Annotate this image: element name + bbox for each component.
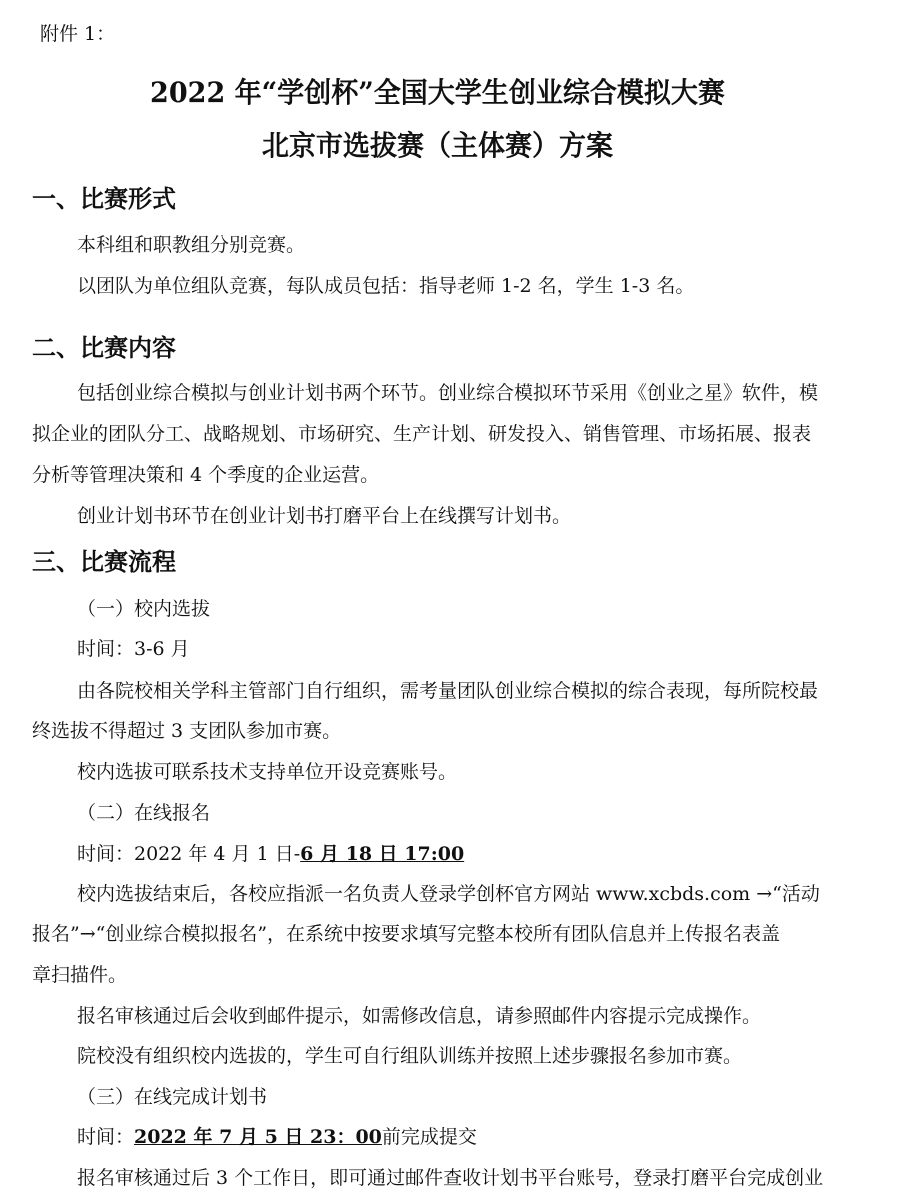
document-title-line1: 2022 年“学创杯”全国大学生创业综合模拟大赛 [150,76,725,109]
subsection1-time: 时间：3-6 月 [77,638,190,660]
plan-submission-deadline: 2022 年 7 月 5 日 23：00 [134,1126,382,1148]
section-heading-content: 二、比赛内容 [32,333,176,362]
section1-paragraph1: 本科组和职教组分别竞赛。 [77,234,306,256]
subsection2-paragraph3: 院校没有组织校内选拔的，学生可自行组队训练并按照上述步骤报名参加市赛。 [77,1045,743,1067]
subsection2-paragraph2: 报名审核通过后会收到邮件提示，如需修改信息，请参照邮件内容提示完成操作。 [77,1005,762,1027]
subsection1-paragraph2: 校内选拔可联系技术支持单位开设竞赛账号。 [77,761,458,783]
subsection3-time [77,1125,477,1149]
section2-paragraph1-line1: 包括创业综合模拟与创业计划书两个环节。创业综合模拟环节采用《创业之星》软件，模 [77,382,819,404]
section-heading-format: 一、比赛形式 [32,184,176,213]
subsection2-title: （二）在线报名 [77,802,211,824]
subsection3-time-prefix: 时间： [77,1126,135,1148]
section-heading-process: 三、比赛流程 [32,547,176,576]
subsection1-paragraph1-line1: 由各院校相关学科主管部门自行组织，需考量团队创业综合模拟的综合表现，每所院校最 [77,680,819,702]
subsection1-paragraph1-line2: 终选拔不得超过 3 支团队参加市赛。 [32,720,342,742]
section2-paragraph1-line3: 分析等管理决策和 4 个季度的企业运营。 [32,464,380,486]
section2-paragraph2: 创业计划书环节在创业计划书打磨平台上在线撰写计划书。 [77,505,572,527]
section2-paragraph1-line2: 拟企业的团队分工、战略规划、市场研究、生产计划、研发投入、销售管理、市场拓展、报表 [32,423,812,445]
subsection2-paragraph1-line2: 报名”→“创业综合模拟报名”，在系统中按要求填写完整本校所有团队信息并上传报名表盖 [32,923,781,945]
attachment-label: 附件 1： [40,23,116,45]
registration-deadline: 6 月 18 日 17:00 [300,843,465,865]
subsection1-title: （一）校内选拔 [77,598,211,620]
subsection2-time-prefix: 时间：2022 年 4 月 1 日- [77,843,301,865]
subsection2-paragraph1-line1: 校内选拔结束后，各校应指派一名负责人登录学创杯官方网站 www.xcbds.com →“活动 [77,883,820,905]
section1-paragraph2: 以团队为单位组队竞赛，每队成员包括：指导老师 1-2 名，学生 1-3 名。 [77,275,695,297]
subsection3-time-suffix: 前完成提交 [381,1126,477,1148]
subsection2-paragraph1-line3: 章扫描件。 [32,964,128,986]
subsection3-paragraph1-line1: 报名审核通过后 3 个工作日，即可通过邮件查收计划书平台账号，登录打磨平台完成创业 [77,1167,824,1189]
subsection2-time [77,842,464,866]
document-title-line2: 北京市选拔赛（主体赛）方案 [261,129,614,162]
subsection3-title: （三）在线完成计划书 [77,1086,268,1108]
